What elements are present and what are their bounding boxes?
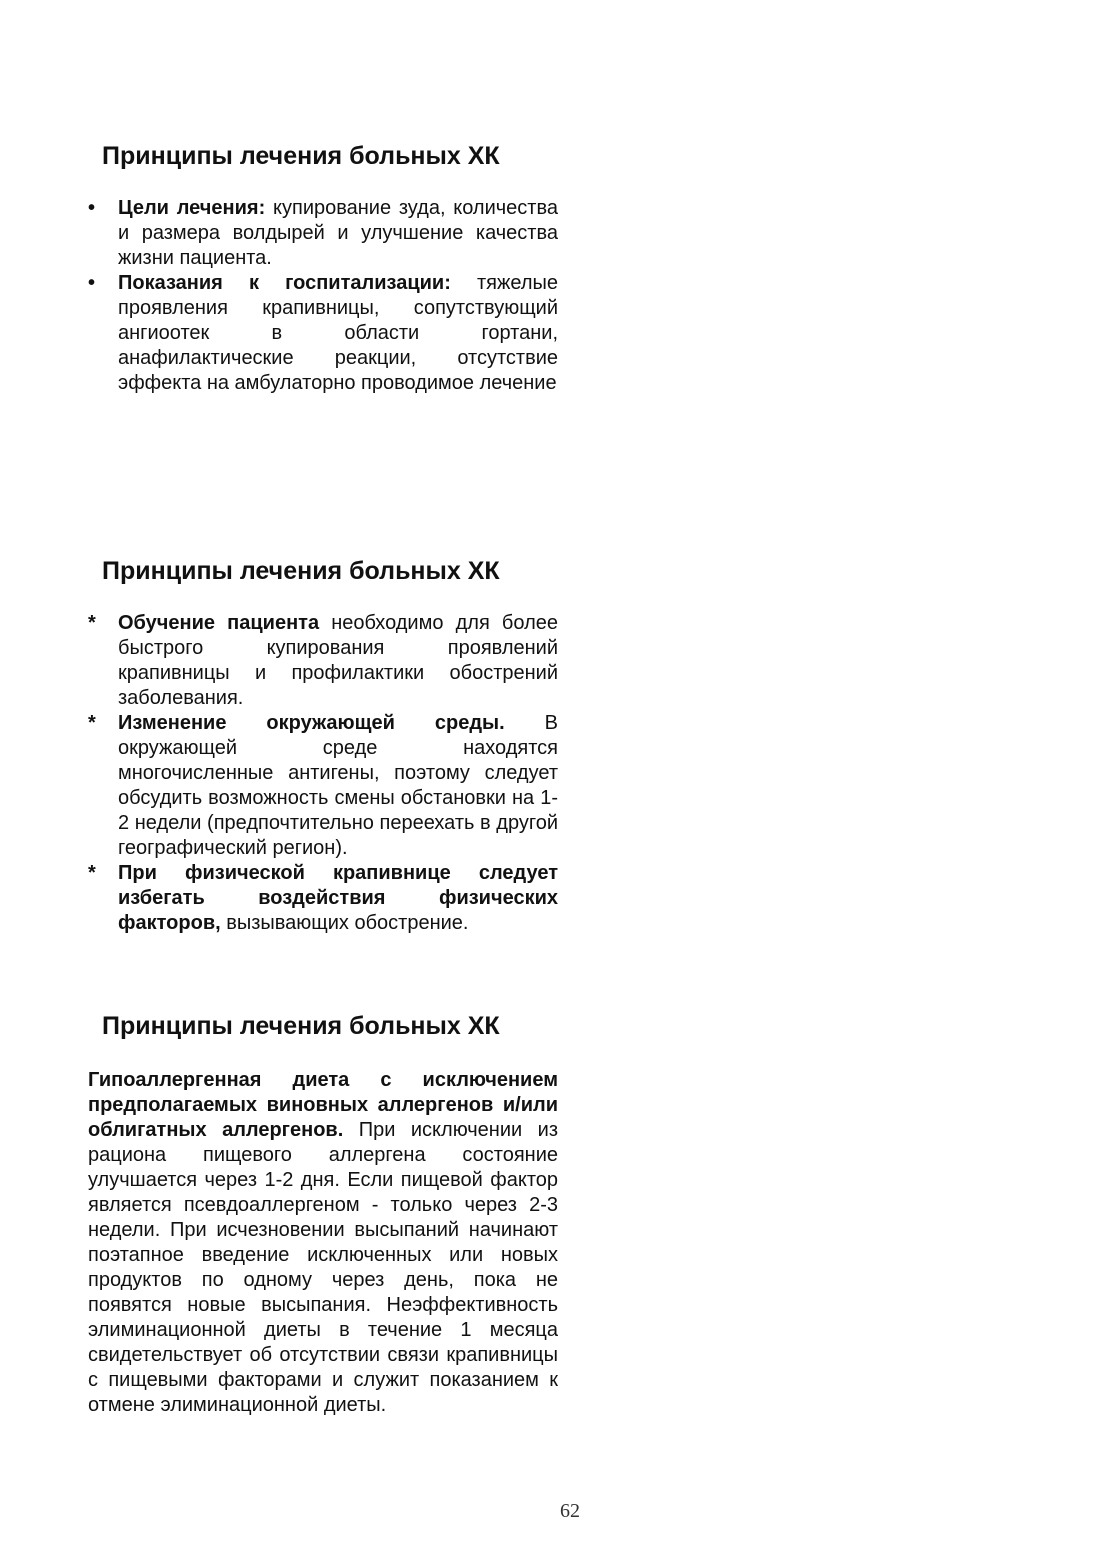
item-heading: Обучение пациента bbox=[118, 612, 320, 634]
section-title: Принципы лечения больных ХК bbox=[102, 142, 500, 170]
list-item bbox=[88, 611, 558, 711]
item-text: тяжелые проявления крапивницы, сопутствующий ангиоотек в области гортани, анафилактические реакции, отсутствие эффекта на амбулаторно проводимое лечение bbox=[118, 272, 559, 394]
item-heading: Показания к госпитализации: bbox=[118, 272, 451, 294]
list-item bbox=[88, 861, 558, 936]
item-heading: При физической крапивнице следует избегать воздействия физических факторов, bbox=[118, 862, 558, 934]
paragraph-text: При исключении из рациона пищевого аллергена состояние улучшается через 1-2 дня. Если пищевой фактор является псевдоаллергеном - только через 2-3 недели. При исчезновении высыпаний начинают поэтапное введение исключенных или новых продуктов по одному через день, пока не появятся новые высыпания. Неэффективность элиминационной диеты в течение 1 месяца свидетельствует об отсутствии связи крапивницы с пищевыми факторами и служит показанием к отмене элиминационной диеты. bbox=[88, 1119, 558, 1416]
bullet-list bbox=[88, 196, 558, 396]
section-title: Принципы лечения больных ХК bbox=[102, 1012, 500, 1040]
bullet-marker: • bbox=[88, 272, 96, 294]
section-education bbox=[88, 555, 558, 936]
item-text: В окружающей среде находятся многочисленные антигены, поэтому следует обсудить возможность смены обстановки на 1-2 недели (предпочтительно переехать в другой географический регион). bbox=[118, 712, 558, 859]
section-goals bbox=[88, 140, 558, 396]
asterisk-marker: * bbox=[88, 612, 96, 634]
list-item bbox=[88, 196, 558, 271]
asterisk-marker: * bbox=[88, 862, 96, 884]
item-text: необходимо для более быстрого купирования проявлений крапивницы и профилактики обострений заболевания. bbox=[118, 612, 558, 709]
diet-paragraph bbox=[88, 1068, 558, 1418]
list-item bbox=[88, 271, 558, 396]
section-title: Принципы лечения больных ХК bbox=[102, 557, 500, 585]
item-text: купирование зуда, количества и размера волдырей и улучшение качества жизни пациента. bbox=[118, 197, 558, 269]
bullet-marker: • bbox=[88, 197, 96, 219]
item-heading: Изменение окружающей среды. bbox=[118, 712, 505, 734]
asterisk-list bbox=[88, 611, 558, 936]
page-number: 62 bbox=[560, 1500, 580, 1522]
item-text: вызывающих обострение. bbox=[220, 912, 469, 934]
paragraph-heading: Гипоаллергенная диета с исключением предполагаемых виновных аллергенов и/или облигатных аллергенов. bbox=[88, 1069, 558, 1141]
item-heading: Цели лечения: bbox=[118, 197, 266, 219]
section-diet bbox=[88, 1010, 558, 1438]
list-item bbox=[88, 711, 558, 861]
asterisk-marker: * bbox=[88, 712, 96, 734]
